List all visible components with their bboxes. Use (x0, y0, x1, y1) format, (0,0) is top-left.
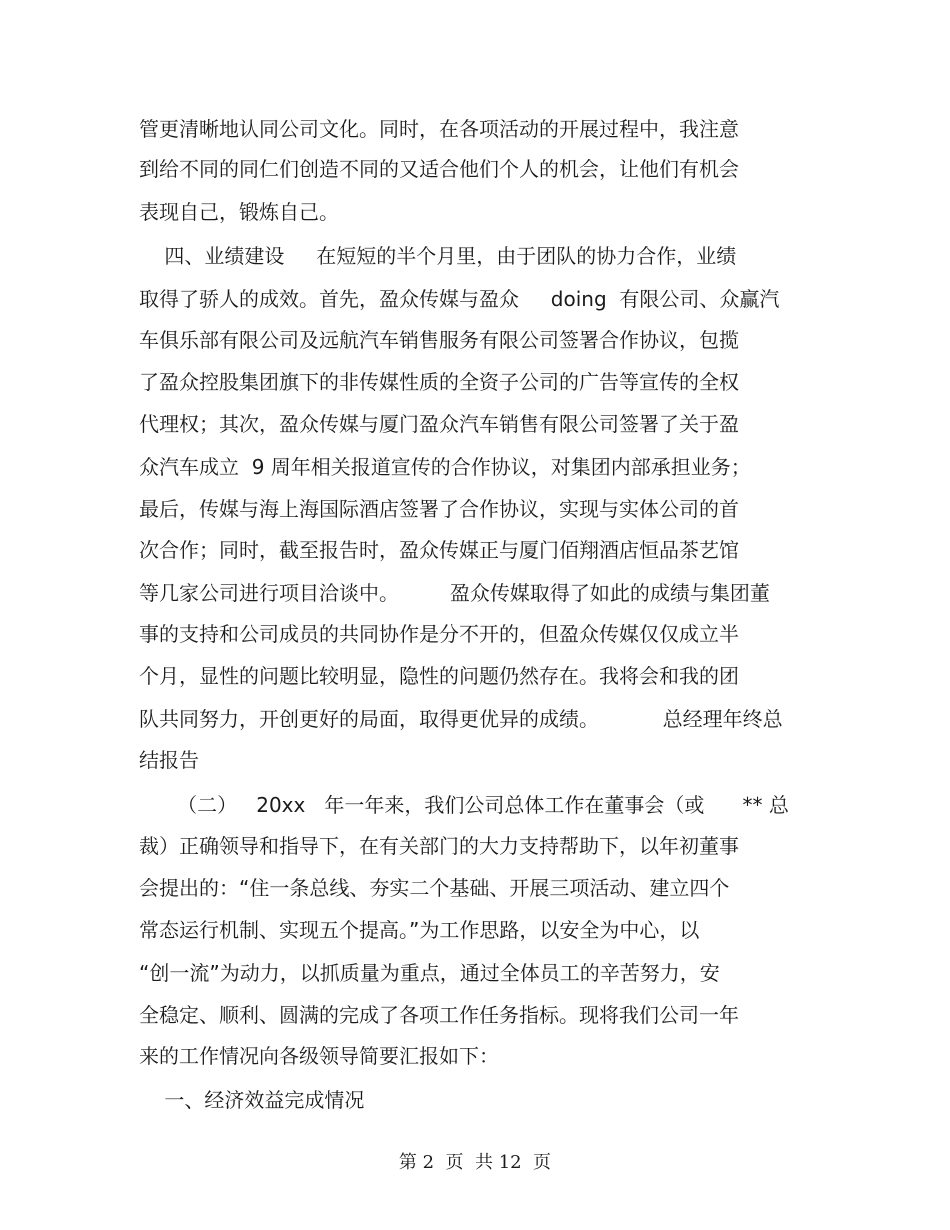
section-heading: 一、经济效益完成情况 (139, 1088, 365, 1112)
body-text-line: 等几家公司进行项目洽谈中。 盈众传媒取得了如此的成绩与集团董 (139, 581, 770, 605)
body-text-line: 全稳定、顺利、圆满的完成了各项工作任务指标。现将我们公司一年 (139, 1003, 739, 1027)
page-number-footer: 第 2 页 共 12 页 (398, 1152, 552, 1173)
body-text-line: 最后，传媒与海上海国际酒店签署了合作协议，实现与实体公司的首 (139, 497, 739, 521)
body-text-line: 四、业绩建设 在短短的半个月里，由于团队的协力合作，业绩 (139, 244, 737, 268)
body-text-line: 个月，显性的问题比较明显，隐性的问题仍然存在。我将会和我的团 (139, 664, 739, 688)
body-text-line: 常态运行机制、实现五个提高。”为工作思路，以安全为中心，以 (139, 918, 700, 942)
body-text-line: 结报告 (139, 748, 199, 772)
body-text-line: 裁）正确领导和指导下，在有关部门的大力支持帮助下，以年初董事 (139, 834, 739, 858)
body-text-line: 队共同努力，开创更好的局面，取得更优异的成绩。 总经理年终总 (139, 707, 783, 731)
body-text-line: 到给不同的同仁们创造不同的又适合他们个人的机会，让他们有机会 (139, 157, 739, 181)
body-text-line: 次合作；同时，截至报告时，盈众传媒正与厦门佰翔酒店恒品茶艺馆 (139, 538, 739, 562)
body-text-line: 代理权；其次，盈众传媒与厦门盈众汽车销售有限公司签署了关于盈 (139, 412, 739, 436)
body-text-line: 来的工作情况向各级领导简要汇报如下： (139, 1044, 499, 1068)
body-text-line: 车俱乐部有限公司及远航汽车销售服务有限公司签署合作协议，包揽 (139, 328, 739, 352)
body-text-line: 取得了骄人的成效。首先，盈众传媒与盈众 doing 有限公司、众赢汽 (139, 287, 780, 311)
body-text-line: 表现自己，锻炼自己。 (139, 200, 339, 224)
body-text-line: （二） 20xx 年一年来，我们公司总体工作在董事会（或 ** 总 (139, 793, 789, 817)
body-text-line: 会提出的：“住一条总线、夯实二个基础、开展三项活动、建立四个 (139, 876, 730, 900)
body-text-line: 管更清晰地认同公司文化。同时，在各项活动的开展过程中，我注意 (139, 117, 739, 141)
body-text-line: 事的支持和公司成员的共同协作是分不开的，但盈众传媒仅仅成立半 (139, 622, 739, 646)
body-text-line: 众汽车成立 9 周年相关报道宣传的合作协议，对集团内部承担业务； (139, 455, 751, 479)
body-text-line: “创一流”为动力，以抓质量为重点，通过全体员工的辛苦努力，安 (139, 961, 720, 985)
body-text-line: 了盈众控股集团旗下的非传媒性质的全资子公司的广告等宣传的全权 (139, 370, 739, 394)
